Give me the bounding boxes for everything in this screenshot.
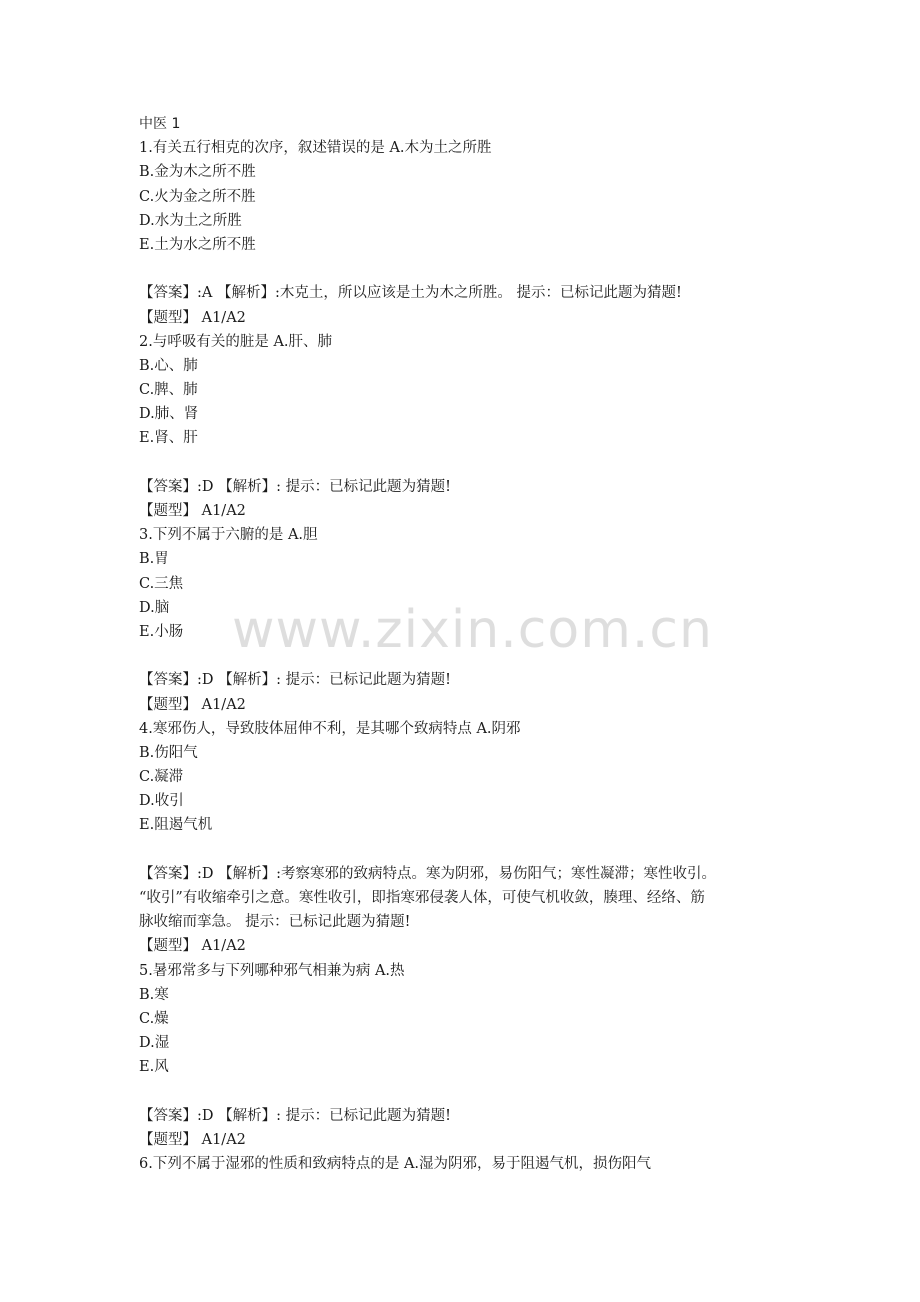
question-2-type: 【题型】 A1/A2 xyxy=(139,503,246,519)
question-3-option-e: E.小肠 xyxy=(139,623,184,640)
question-2-option-b: B.心、肺 xyxy=(139,357,198,374)
question-1-option-e: E.土为水之所不胜 xyxy=(139,236,256,253)
question-6-stem: 6.下列不属于湿邪的性质和致病特点的是 A.湿为阴邪，易于阻遏气机，损伤阳气 xyxy=(139,1156,652,1173)
question-4-type: 【题型】 A1/A2 xyxy=(139,938,246,955)
spacer xyxy=(139,1080,799,1104)
document-page xyxy=(139,112,799,1176)
question-4-option-d: D.收引 xyxy=(139,793,184,810)
question-1-option-d: D.水为土之所胜 xyxy=(139,212,242,229)
spacer xyxy=(139,838,799,862)
question-1-answer: 【答案】:A 【解析】:木克土，所以应该是土为木之所胜。 提示：已标记此题为猜题! xyxy=(139,285,682,302)
question-3-option-d: D.脑 xyxy=(139,599,170,616)
question-2-option-e: E.肾、肝 xyxy=(139,430,198,447)
question-4-answer-line-2: “收引”有收缩牵引之意。寒性收引，即指寒邪侵袭人体，可使气机收敛，腠理、经络、筋 xyxy=(139,890,705,906)
question-4-option-e: E.阻遏气机 xyxy=(139,817,213,834)
question-2-stem: 2.与呼吸有关的脏是 A.肝、肺 xyxy=(139,333,333,350)
question-5-option-d: D.湿 xyxy=(139,1035,170,1052)
watermark-text: www.zixin.com.cn xyxy=(232,600,713,660)
question-1-option-b: B.金为木之所不胜 xyxy=(139,164,256,181)
question-5-answer: 【答案】:D 【解析】: 提示：已标记此题为猜题! xyxy=(139,1107,451,1124)
question-2-answer: 【答案】:D 【解析】: 提示：已标记此题为猜题! xyxy=(139,478,451,495)
question-5-option-c: C.燥 xyxy=(139,1010,169,1027)
question-5-option-b: B.寒 xyxy=(139,986,169,1003)
question-4-answer-line-3: 脉收缩而挛急。 提示：已标记此题为猜题! xyxy=(139,914,411,931)
question-3-stem: 3.下列不属于六腑的是 A.胆 xyxy=(139,527,318,544)
question-3-answer: 【答案】:D 【解析】: 提示：已标记此题为猜题! xyxy=(139,672,451,689)
question-1-type: 【题型】 A1/A2 xyxy=(139,309,246,326)
question-4-option-c: C.凝滞 xyxy=(139,769,184,786)
question-1-stem: 1.有关五行相克的次序，叙述错误的是 A.木为土之所胜 xyxy=(139,140,492,157)
question-1-option-c: C.火为金之所不胜 xyxy=(139,188,256,205)
question-5-type: 【题型】 A1/A2 xyxy=(139,1131,246,1148)
spacer xyxy=(139,257,799,281)
document-title: 中医 1 xyxy=(139,116,181,132)
question-4-stem: 4.寒邪伤人，导致肢体屈伸不利，是其哪个致病特点 A.阴邪 xyxy=(139,720,521,737)
question-3-type: 【题型】 A1/A2 xyxy=(139,696,246,713)
question-2-option-c: C.脾、肺 xyxy=(139,382,198,399)
question-5-stem: 5.暑邪常多与下列哪种邪气相兼为病 A.热 xyxy=(139,962,405,979)
question-3-option-c: C.三焦 xyxy=(139,575,184,592)
spacer xyxy=(139,451,799,475)
question-5-option-e: E.风 xyxy=(139,1059,169,1076)
question-4-option-b: B.伤阳气 xyxy=(139,744,198,761)
question-3-option-b: B.胃 xyxy=(139,551,169,568)
question-4-answer-line-1: 【答案】:D 【解析】:考察寒邪的致病特点。寒为阴邪，易伤阳气；寒性凝滞；寒性收引。 xyxy=(139,865,717,882)
spacer xyxy=(139,644,799,668)
question-2-option-d: D.肺、肾 xyxy=(139,406,199,423)
